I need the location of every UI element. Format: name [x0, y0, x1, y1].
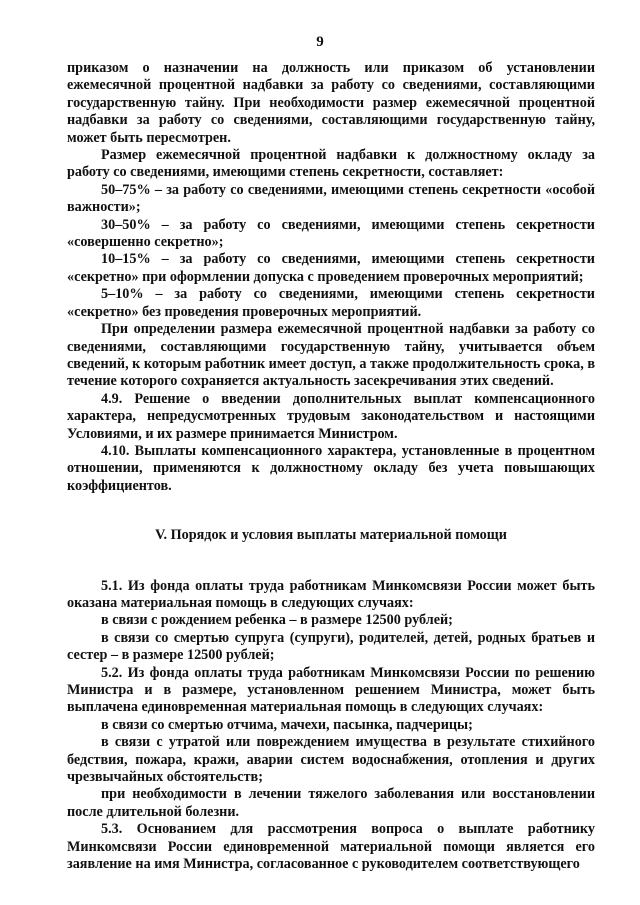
paragraph: 4.10. Выплаты компенсационного характера, установленные в процентном отношении, применяются к должностному окладу без учета повышающих коэффициентов. — [67, 442, 595, 494]
paragraph: 5–10% – за работу со сведениями, имеющими степень секретности «секретно» без проведения проверочных мероприятий. — [67, 286, 595, 320]
paragraph: в связи со смертью отчима, мачехи, пасынка, падчерицы; — [101, 716, 473, 733]
paragraph: 4.9. Решение о введении дополнительных выплат компенсационного характера, непредусмотренных трудовым законодательством и настоящими Условиями, и их размере принимается Министром. — [67, 390, 595, 442]
paragraph: в связи с утратой или повреждением имущества в результате стихийного бедствия, пожара, кражи, аварии систем водоснабжения, отопления и других чрезвычайных обстоятельств; — [67, 734, 595, 786]
page-number: 9 — [316, 34, 324, 50]
paragraph: в связи с рождением ребенка – в размере 12500 рублей; — [101, 612, 453, 629]
paragraph: 30–50% – за работу со сведениями, имеющими степень секретности «совершенно секретно»; — [67, 216, 595, 251]
document-body — [67, 60, 595, 873]
paragraph: при необходимости в лечении тяжелого заболевания или восстановлении после длительной болезни. — [67, 786, 595, 820]
paragraph: 50–75% – за работу со сведениями, имеющими степень секретности «особой важности»; — [67, 181, 595, 216]
paragraph: Размер ежемесячной процентной надбавки к должностному окладу за работу со сведениями, имеющими степень секретности, составляет: — [67, 147, 595, 181]
paragraph: 5.2. Из фонда оплаты труда работникам Минкомсвязи России по решению Министра и в размере, установленном решением Министра, может быть выплачена единовременная материальная помощь в следующих случаях: — [67, 664, 595, 716]
paragraph: 5.1. Из фонда оплаты труда работникам Минкомсвязи России может быть оказана материальная помощь в следующих случаях: — [67, 577, 595, 611]
paragraph: 10–15% – за работу со сведениями, имеющими степень секретности «секретно» при оформлении допуска с проведением проверочных мероприятий; — [67, 251, 595, 285]
paragraph: приказом о назначении на должность или приказом об установлении ежемесячной процентной надбавки за работу со сведениями, составляющими государственную тайну. При необходимости размер ежемесячной процентной надбавки за работу со сведениями, составляющими государственную тайну, может быть пересмотрен. — [67, 60, 595, 146]
paragraph: 5.3. Основанием для рассмотрения вопроса о выплате работнику Минкомсвязи России единовременной материальной помощи является его заявление на имя Министра, согласованное с руководителем соответствующего — [67, 821, 595, 873]
paragraph: При определении размера ежемесячной процентной надбавки за работу со сведениями, составляющими государственную тайну, учитывается объем сведений, к которым работник имеет доступ, а также продолжительность срока, в течение которого сохраняется актуальность засекречивания этих сведений. — [67, 321, 595, 390]
paragraph: в связи со смертью супруга (супруги), родителей, детей, родных братьев и сестер – в размере 12500 рублей; — [67, 629, 595, 664]
section-heading: V. Порядок и условия выплаты материальной помощи — [155, 527, 507, 544]
